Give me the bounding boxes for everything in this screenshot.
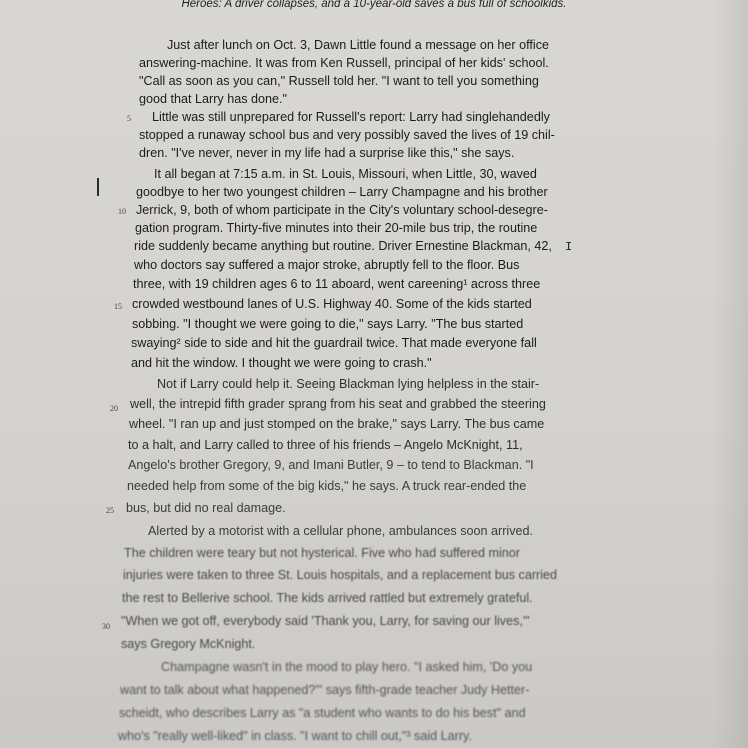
text-line: three, with 19 children ages 6 to 11 aboard, went careening¹ across three bbox=[133, 277, 541, 291]
text-line: Angelo's brother Gregory, 9, and Imani Butler, 9 – to tend to Blackman. "I bbox=[128, 458, 534, 472]
line-number: 30 bbox=[102, 622, 110, 631]
text-line: Not if Larry could help it. Seeing Blackman lying helpless in the stair- bbox=[157, 377, 540, 391]
text-line: the rest to Bellerive school. The kids arrived rattled but extremely grateful. bbox=[122, 591, 533, 605]
line-number: 25 bbox=[106, 506, 114, 515]
text-line: who's "really well-liked" in class. "I want to chill out,"³ said Larry. bbox=[118, 729, 472, 743]
text-line: Just after lunch on Oct. 3, Dawn Little found a message on her office bbox=[167, 38, 549, 52]
text-line: sobbing. "I thought we were going to die," says Larry. "The bus started bbox=[132, 317, 524, 331]
text-line: answering-machine. It was from Ken Russell, principal of her kids' school. bbox=[139, 56, 549, 70]
text-line: Champagne wasn't in the mood to play hero. "I asked him, 'Do you bbox=[161, 660, 533, 674]
text-line: want to talk about what happened?'" says fifth-grade teacher Judy Hetter- bbox=[120, 683, 530, 697]
text-line: swaying² side to side and hit the guardrail twice. That made everyone fall bbox=[131, 336, 537, 350]
text-line: Little was still unprepared for Russell's report: Larry had singlehandedly bbox=[152, 110, 550, 124]
text-line: and hit the window. I thought we were going to crash." bbox=[131, 356, 432, 370]
text-line: good that Larry has done." bbox=[139, 92, 288, 106]
text-line: scheidt, who describes Larry as "a student who wants to do his best" and bbox=[119, 706, 526, 720]
line-number: 5 bbox=[127, 114, 131, 123]
text-line: The children were teary but not hysterical. Five who had suffered minor bbox=[124, 546, 520, 560]
line-number: 10 bbox=[118, 207, 126, 216]
line-number: 20 bbox=[110, 404, 118, 413]
text-line: It all began at 7:15 a.m. in St. Louis, Missouri, when Little, 30, waved bbox=[154, 167, 537, 181]
text-line: ride suddenly became anything but routine. Driver Ernestine Blackman, 42, bbox=[134, 239, 552, 253]
page-edge-shadow bbox=[712, 0, 748, 748]
text-line: gation program. Thirty-five minutes into their 20-mile bus trip, the routine bbox=[135, 221, 538, 235]
text-line: Alerted by a motorist with a cellular phone, ambulances soon arrived. bbox=[148, 524, 534, 538]
text-line: well, the intrepid fifth grader sprang from his seat and grabbed the steering bbox=[130, 397, 546, 411]
text-line: needed help from some of the big kids," he says. A truck rear-ended the bbox=[127, 479, 527, 493]
text-line: who doctors say suffered a major stroke, abruptly fell to the floor. Bus bbox=[134, 258, 520, 272]
text-line: wheel. "I ran up and just stomped on the brake," says Larry. The bus came bbox=[129, 417, 545, 431]
article-heading: Heroes: A driver collapses, and a 10-year-old saves a bus full of schoolkids. bbox=[181, 0, 567, 10]
text-line: injuries were taken to three St. Louis hospitals, and a replacement bus carried bbox=[123, 568, 558, 582]
line-number: 15 bbox=[114, 302, 122, 311]
text-line: "Call as soon as you can," Russell told her. "I want to tell you something bbox=[139, 74, 539, 88]
text-cursor-icon: I bbox=[565, 240, 573, 254]
text-line: bus, but did no real damage. bbox=[126, 501, 286, 515]
text-line: dren. "I've never, never in my life had a surprise like this," she says. bbox=[139, 146, 515, 160]
text-line: goodbye to her two youngest children – Larry Champagne and his brother bbox=[136, 185, 548, 199]
text-line: Jerrick, 9, both of whom participate in the City's voluntary school-desegre- bbox=[136, 203, 548, 217]
text-line: says Gregory McKnight. bbox=[121, 637, 256, 651]
text-line: "When we got off, everybody said 'Thank you, Larry, for saving our lives,'" bbox=[121, 614, 530, 628]
text-line: to a halt, and Larry called to three of his friends – Angelo McKnight, 11, bbox=[128, 438, 523, 452]
text-line: crowded westbound lanes of U.S. Highway 40. Some of the kids started bbox=[132, 297, 532, 311]
text-line: stopped a runaway school bus and very possibly saved the lives of 19 chil- bbox=[139, 128, 555, 142]
